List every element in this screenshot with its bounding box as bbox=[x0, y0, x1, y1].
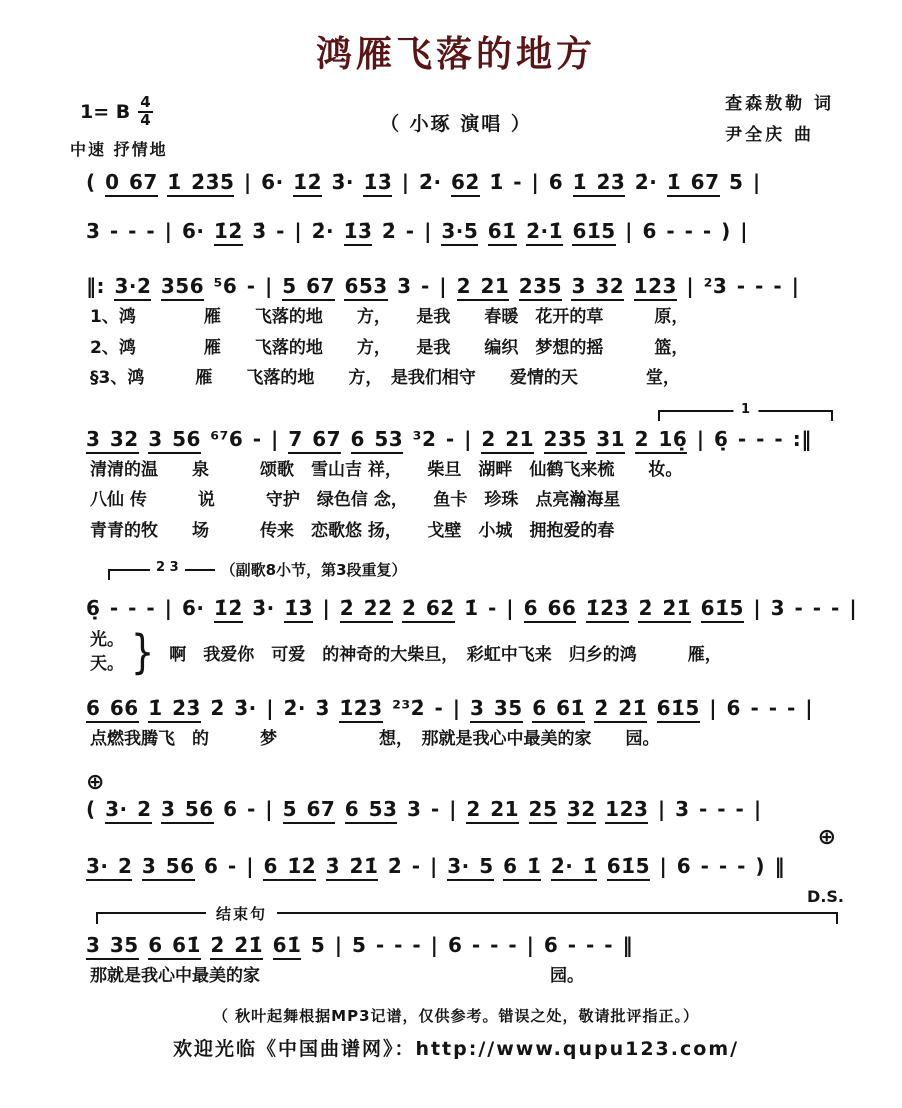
composer-credit: 尹全庆 曲 bbox=[725, 124, 814, 145]
credits bbox=[725, 89, 834, 150]
music-line-interlude-2-wrap bbox=[50, 825, 862, 907]
coda-icon: ⊕ bbox=[817, 825, 836, 851]
music-line-ending: 3 35 6 61̇ 2̇ 2̇1̇ 61̇ 5 | 5 - - - | 6 - - - | 6 - - - ‖ bbox=[86, 924, 862, 961]
music-line-verse-2: 3 32 3 56 ⁶⁷6 - | 7 67 6 53 ³2 - | 2 21 235 31 2 16̣ | 6̣ - - - :‖ bbox=[86, 418, 862, 455]
music-line-interlude-1-wrap bbox=[50, 770, 862, 825]
key-label: 1= B bbox=[80, 100, 131, 123]
ds-marking: D.S. bbox=[807, 887, 844, 907]
ending-bracket bbox=[96, 905, 838, 924]
volta-1-label: 1 bbox=[733, 402, 758, 417]
tail-lyric-bottom: 天。 bbox=[90, 654, 124, 675]
lyric-verse-2: 2、鸿 雁 飞落的地 方， 是我 编织 梦想的摇 篮， bbox=[90, 337, 689, 358]
tail-brace-row bbox=[90, 624, 862, 679]
tempo-marking: 中速 抒情地 bbox=[70, 140, 168, 159]
lyric-bridge: 啊 我爱你 可爱 的神奇的大柴旦， 彩虹中飞来 归乡的鸿 雁， bbox=[169, 644, 722, 665]
performer-subtitle: （ 小琢 演唱 ） bbox=[380, 113, 532, 135]
volta-23-line bbox=[185, 569, 215, 580]
lyric-ending-left: 那就是我心中最美的家 bbox=[90, 966, 260, 987]
coda-icon: ⊕ bbox=[86, 770, 105, 796]
music-line-chorus-2: 6 66 1̇ 2̇3̇ 2̇ 3̇· | 2̇· 3̇ 1̇2̇3̇ ²³2̇ - | 3 35 6 61̇ 2̇ 2̇1̇ 61̇5 | 6 - - - | bbox=[86, 687, 862, 724]
lyric-chorus-3: 青青的牧 场 传来 恋歌悠 扬， 戈壁 小城 拥抱爱的春 bbox=[90, 520, 615, 541]
song-title: 鸿雁飞落的地方 bbox=[315, 34, 596, 75]
transcription-note: （ 秋叶起舞根据MP3记谱，仅供参考。错误之处，敬请批评指正。） bbox=[212, 1007, 700, 1026]
lyric-verse-3: §3、鸿 雁 飞落的地 方， 是我们相守 爱情的天 堂， bbox=[90, 368, 680, 389]
volta-23-label: 2 3 bbox=[156, 559, 179, 575]
header-row bbox=[50, 81, 862, 159]
music-line-verse-1: ‖: 3·2 356 ⁵6 - | 5 67 653 3 - | 2 21 235 3 32 123 | ²3 - - - | bbox=[86, 265, 862, 302]
volta-23-bracket bbox=[108, 569, 150, 580]
music-line-interlude-2: 3· 2 3 56 6 - | 6 1̇2̇ 3̇ 2̇1̇ 2̇ - | 3· 5 6 1̇ 2̇· 1̇ 61̇5 | 6 - - - ) ‖ bbox=[86, 845, 862, 882]
volta-1-bracket bbox=[658, 401, 833, 421]
music-line-verse-2-wrap bbox=[50, 401, 862, 455]
tail-lyrics bbox=[90, 628, 124, 677]
music-line-intro-2: 3 - - - | 6· 1̇2̇ 3̇ - | 2̇· 1̇3̇ 2̇ - | 3·5 61̇ 2̇·1̇ 61̇5 | 6 - - - ) | bbox=[86, 210, 862, 247]
music-line-interlude-1: ( 3· 2 3 56 6 - | 5 67 6 53 3 - | 2 21 25 32 123 | 3 - - - | bbox=[86, 788, 862, 825]
site-link[interactable]: 欢迎光临《中国曲谱网》：http://www.qupu123.com/ bbox=[172, 1038, 740, 1061]
volta-23-note: （副歌8小节，第3段重复） bbox=[220, 560, 407, 579]
meter-top: 4 bbox=[140, 93, 151, 111]
lyric-chorus-1: 清清的温 泉 颂歌 雪山吉 祥， 柴旦 湖畔 仙鹤飞来梳 妆。 bbox=[90, 459, 683, 480]
ending-label: 结束句 bbox=[206, 903, 277, 924]
ending-lyric-row bbox=[50, 961, 862, 991]
tail-lyric-top: 光。 bbox=[90, 629, 124, 650]
volta-23-row bbox=[108, 559, 862, 587]
lyric-chorus-2: 八仙 传 说 守护 绿色信 念， 鱼卡 珍珠 点亮瀚海星 bbox=[90, 490, 621, 511]
meter-bottom: 4 bbox=[140, 110, 151, 129]
music-line-chorus-1: 6̣ - - - | 6· 1̇2̇ 3̇· 1̇3̇ | 2̇ 2̇2̇ 2̇ 62̇ 1̇ - | 6 66 1̇2̇3̇ 2̇ 2̇1̇ 61̇5 | 3 - - - | bbox=[86, 587, 862, 624]
lyricist-credit: 查森敖勒 词 bbox=[725, 94, 834, 114]
lyric-verse-1: 1、鸿 雁 飞落的地 方， 是我 春暖 花开的草 原， bbox=[90, 307, 689, 327]
music-line-intro-1: ( 0 67 1̇ 2̇3̇5̇ | 6· 1̇2̇ 3̇· 1̇3̇ | 2̇· 62̇ 1̇ - | 6 1̇ 2̇3̇ 2̇· 1̇ 67 5 | bbox=[86, 161, 862, 198]
lyric-ending-right: 园。 bbox=[550, 966, 584, 987]
lyric-chorus-end: 点燃我腾飞 的 梦 想， 那就是我心中最美的家 园。 bbox=[90, 728, 660, 749]
brace-icon: } bbox=[130, 624, 155, 679]
